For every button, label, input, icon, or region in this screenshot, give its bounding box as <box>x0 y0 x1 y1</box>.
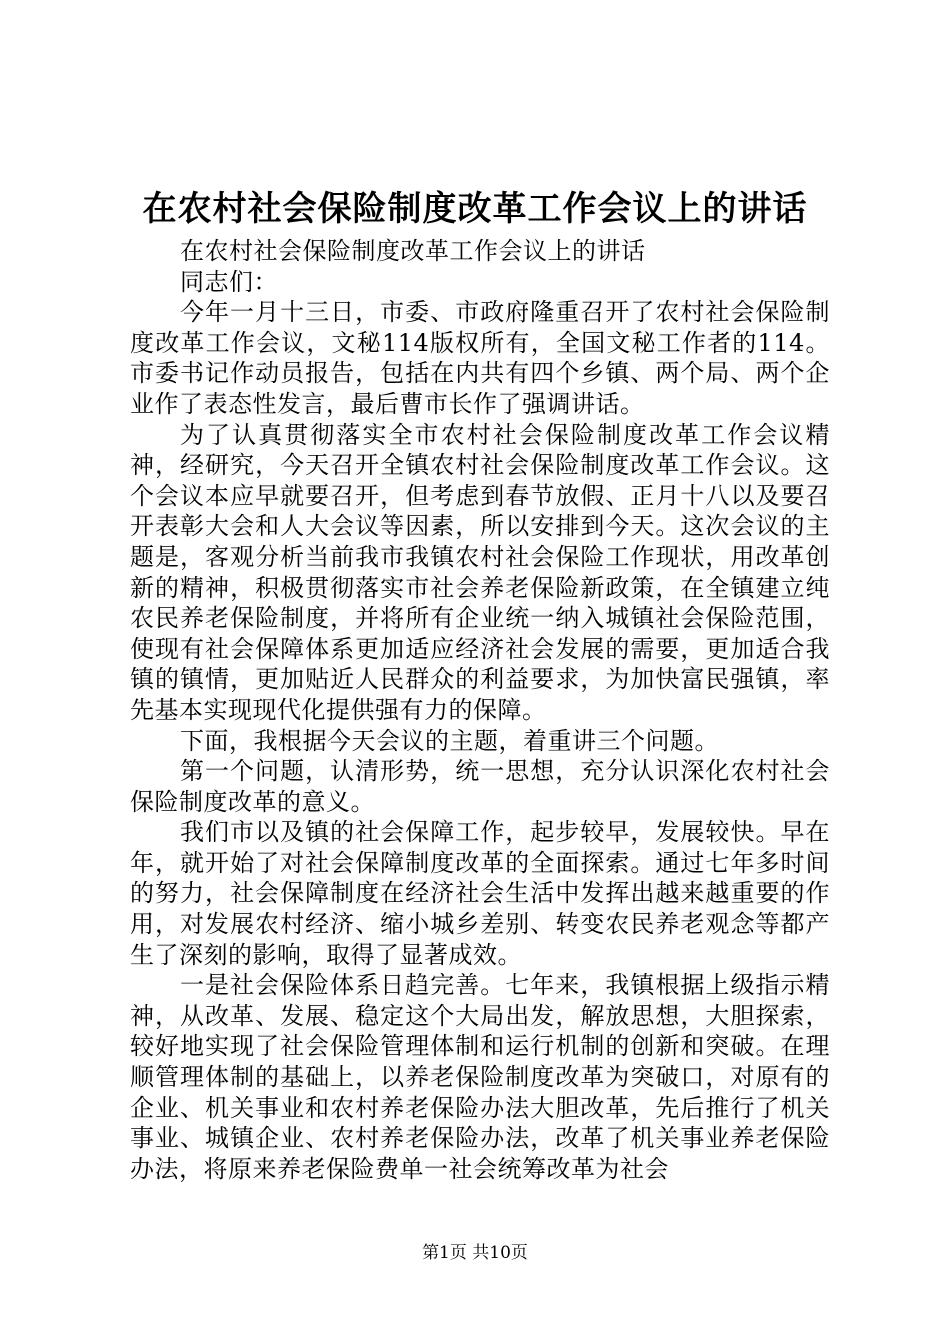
salutation-paragraph: 同志们： <box>180 267 278 296</box>
document-body <box>130 236 830 1184</box>
body-paragraph: 下面，我根据今天会议的主题，着重讲三个问题。 <box>180 726 719 755</box>
body-paragraph: 一是社会保险体系日趋完善。七年来，我镇根据上级指示精神，从改革、发展、稳定这个大局出发，解放思想，大胆探索，较好地实现了社会保险管理体制和运行机制的创新和突破。在理顺管理体制的基础上，以养老保险制度改革为突破口，对原有的企业、机关事业和农村养老保险办法大胆改革，先后推行了机关事业、城镇企业、农村养老保险办法，改革了机关事业养老保险办法，将原来养老保险费单一社会统筹改革为社会 <box>130 971 830 1183</box>
body-paragraph: 为了认真贯彻落实全市农村社会保险制度改革工作会议精神，经研究，今天召开全镇农村社会保险制度改革工作会议。这个会议本应早就要召开，但考虑到春节放假、正月十八以及要召开表彰大会和人大会议等因素，所以安排到今天。这次会议的主题是，客观分析当前我市我镇农村社会保险工作现状，用改革创新的精神，积极贯彻落实市社会养老保险新政策，在全镇建立纯农民养老保险制度，并将所有企业统一纳入城镇社会保险范围，使现有社会保障体系更加适应经济社会发展的需要，更加适合我镇的镇情，更加贴近人民群众的利益要求，为加快富民强镇，率先基本实现现代化提供强有力的保障。 <box>130 420 830 724</box>
body-paragraph: 我们市以及镇的社会保障工作，起步较早，发展较快。早在年，就开始了对社会保障制度改革的全面探索。通过七年多时间的努力，社会保障制度在经济社会生活中发挥出越来越重要的作用，对发展农村经济、缩小城乡差别、转变农民养老观念等都产生了深刻的影响，取得了显著成效。 <box>130 818 830 969</box>
section-heading-paragraph: 第一个问题，认清形势，统一思想，充分认识深化农村社会保险制度改革的意义。 <box>130 757 830 816</box>
subtitle-paragraph: 在农村社会保险制度改革工作会议上的讲话 <box>180 237 646 265</box>
body-paragraph: 今年一月十三日，市委、市政府隆重召开了农村社会保险制度改革工作会议，文秘114版权所有，全国文秘工作者的114。市委书记作动员报告，包括在内共有四个乡镇、两个局、两个企业作了表态性发言，最后曹市长作了强调讲话。 <box>130 298 830 418</box>
page-number-footer: 第1页 共10页 <box>422 1243 528 1263</box>
document-title: 在农村社会保险制度改革工作会议上的讲话 <box>142 189 808 229</box>
